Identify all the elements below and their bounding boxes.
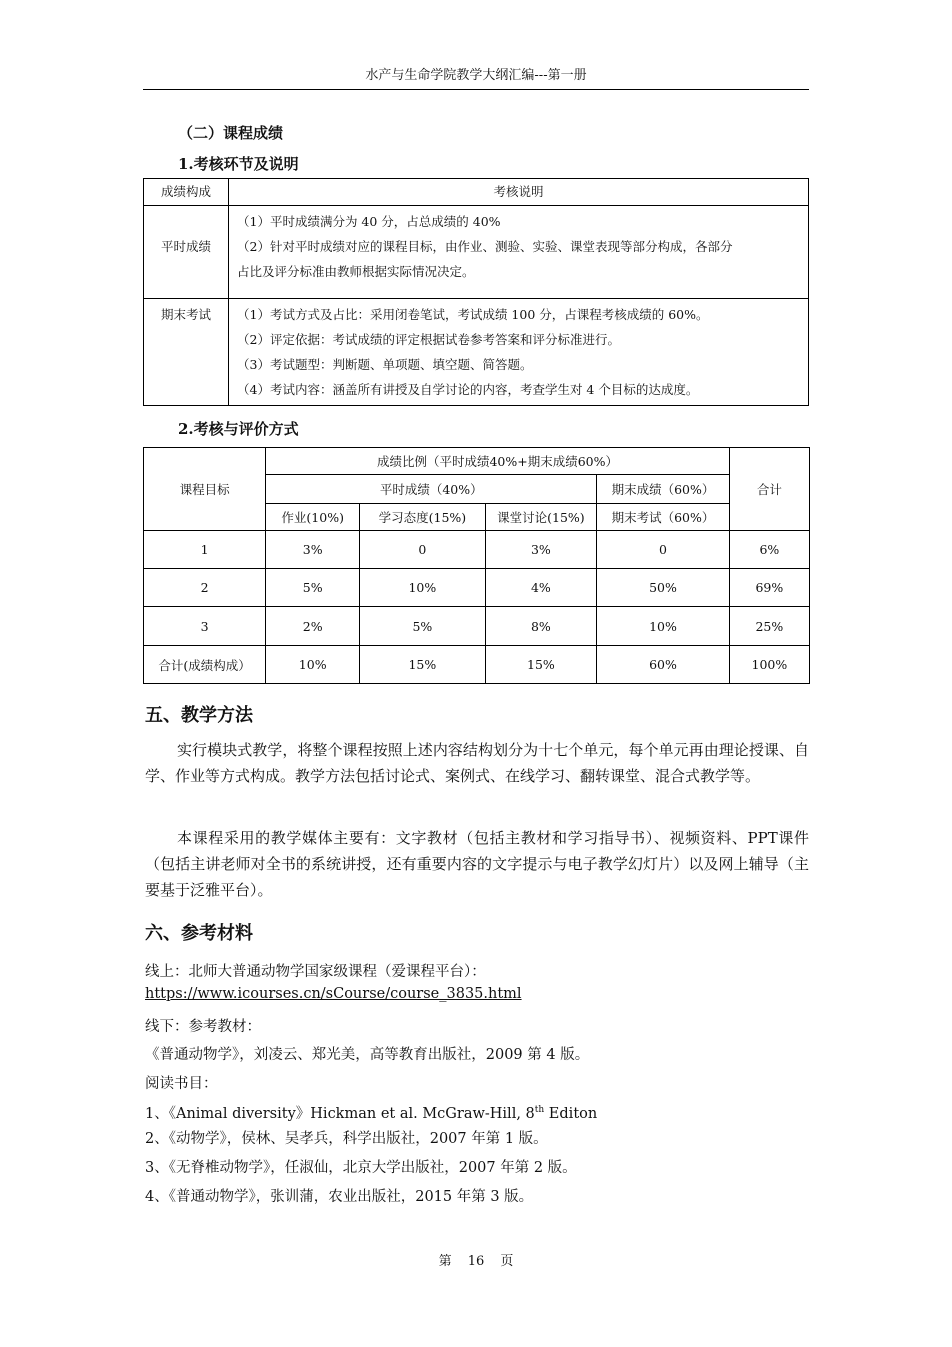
col-header-composition: 成绩构成 (144, 179, 229, 206)
table-cell: 0 (360, 531, 485, 569)
description-line: （1）平时成绩满分为 40 分，占总成绩的 40% (237, 214, 501, 229)
table-cell: 1 (144, 531, 266, 569)
offline-textbook-label: 线下：参考教材： (145, 1019, 261, 1035)
table-cell: 25% (729, 607, 809, 646)
col-header-goal: 课程目标 (144, 448, 266, 531)
table-row (144, 569, 810, 607)
table-cell: 60% (597, 646, 730, 684)
col-header-homework: 作业(10%) (266, 504, 360, 531)
table-header-row (144, 179, 809, 206)
table-cell: 15% (360, 646, 485, 684)
reading-item-3: 3、《无脊椎动物学》，任淑仙，北京大学出版社，2007 年第 2 版。 (145, 1160, 577, 1176)
table-row (144, 206, 809, 299)
grades-section-title: （二）课程成绩 (178, 124, 284, 142)
table-row (144, 531, 810, 569)
col-header-final: 期末成绩（60%） (597, 475, 730, 504)
description-line: （4）考试内容：涵盖所有讲授及自学讨论的内容，考查学生对 4 个目标的达成度。 (237, 382, 699, 397)
page-footer (0, 1250, 952, 1269)
row-description-final (229, 299, 809, 406)
table-cell: 10% (597, 607, 730, 646)
ordinal-superscript: th (534, 1105, 545, 1116)
col-header-ratio: 成绩比例（平时成绩40%+期末成绩60%） (266, 448, 730, 475)
table-row (144, 607, 810, 646)
table-cell: 6% (729, 531, 809, 569)
table-cell: 15% (485, 646, 597, 684)
course-url-link[interactable]: https://www.icourses.cn/sCourse/course_3835.html (145, 986, 522, 1002)
reading-list-label: 阅读书目： (145, 1076, 218, 1092)
col-header-exam: 期末考试（60%） (597, 504, 730, 531)
table-cell: 10% (360, 569, 485, 607)
col-header-total: 合计 (729, 448, 809, 531)
description-line: （2）针对平时成绩对应的课程目标，由作业、测验、实验、课堂表现等部分构成，各部分 (237, 239, 733, 254)
table-cell: 50% (597, 569, 730, 607)
evaluation-table (143, 447, 810, 684)
evaluation-subtitle: 2.考核与评价方式 (178, 420, 299, 438)
row-description-usual (229, 206, 809, 299)
online-course-line: 线上：北师大普通动物学国家级课程（爱课程平台）： (145, 964, 486, 980)
table-cell: 10% (266, 646, 360, 684)
table-cell: 3% (485, 531, 597, 569)
description-line: （1）考试方式及占比：采用闭卷笔试，考试成绩 100 分，占课程考核成绩的 60%。 (237, 307, 709, 322)
textbook-line: 《普通动物学》，刘凌云、郑光美，高等教育出版社，2009 第 4 版。 (145, 1047, 590, 1063)
row-label-usual: 平时成绩 (144, 206, 229, 299)
description-line: 占比及评分标准由教师根据实际情况决定。 (237, 264, 475, 279)
assessment-subtitle: 1.考核环节及说明 (178, 155, 299, 173)
table-header-row (144, 448, 810, 475)
description-line: （2）评定依据：考试成绩的评定根据试卷参考答案和评分标准进行。 (237, 332, 620, 347)
table-cell: 3 (144, 607, 266, 646)
col-header-usual: 平时成绩（40%） (266, 475, 597, 504)
page-number: 16 (467, 1254, 485, 1269)
references-section-title: 六、参考材料 (145, 923, 253, 944)
assessment-table (143, 178, 809, 406)
reading-item-1-suffix: Editon (544, 1106, 598, 1122)
col-header-description: 考核说明 (229, 179, 809, 206)
table-cell: 100% (729, 646, 809, 684)
table-cell: 69% (729, 569, 809, 607)
table-cell: 8% (485, 607, 597, 646)
table-cell: 3% (266, 531, 360, 569)
methods-paragraph: 实行模块式教学，将整个课程按照上述内容结构划分为十七个单元，每个单元再由理论授课、自学、作业等方式构成。教学方法包括讨论式、案例式、在线学习、翻转课堂、混合式教学等。 (145, 741, 809, 785)
col-header-attitude: 学习态度(15%) (360, 504, 485, 531)
table-cell: 0 (597, 531, 730, 569)
table-row (144, 299, 809, 406)
reading-item-2: 2、《动物学》，侯林、吴孝兵，科学出版社，2007 年第 1 版。 (145, 1131, 548, 1147)
reading-item-1-text: 1、《Animal diversity》Hickman et al. McGraw-Hill, 8 (145, 1106, 535, 1122)
page-label-pre: 第 (438, 1254, 452, 1269)
table-cell: 2% (266, 607, 360, 646)
media-paragraph: 本课程采用的教学媒体主要有：文字教材（包括主教材和学习指导书）、视频资料、PPT课件（包括主讲老师对全书的系统讲授，还有重要内容的文字提示与电子教学幻灯片）以及网上辅导（主要基于泛雅平台）。 (145, 829, 809, 899)
reading-item-4: 4、《普通动物学》，张训蒲，农业出版社，2015 年第 3 版。 (145, 1189, 534, 1205)
page-header: 水产与生命学院教学大纲汇编---第一册 (143, 64, 809, 90)
table-cell: 合计(成绩构成） (144, 646, 266, 684)
table-row (144, 646, 810, 684)
page-label-post: 页 (500, 1254, 514, 1269)
table-cell: 5% (266, 569, 360, 607)
description-line: （3）考试题型：判断题、单项题、填空题、简答题。 (237, 357, 533, 372)
table-cell: 4% (485, 569, 597, 607)
table-cell: 2 (144, 569, 266, 607)
table-cell: 5% (360, 607, 485, 646)
methods-section-title: 五、教学方法 (145, 705, 253, 726)
row-label-final: 期末考试 (144, 299, 229, 406)
col-header-discussion: 课堂讨论(15%) (485, 504, 597, 531)
reading-item-1 (145, 1102, 597, 1123)
